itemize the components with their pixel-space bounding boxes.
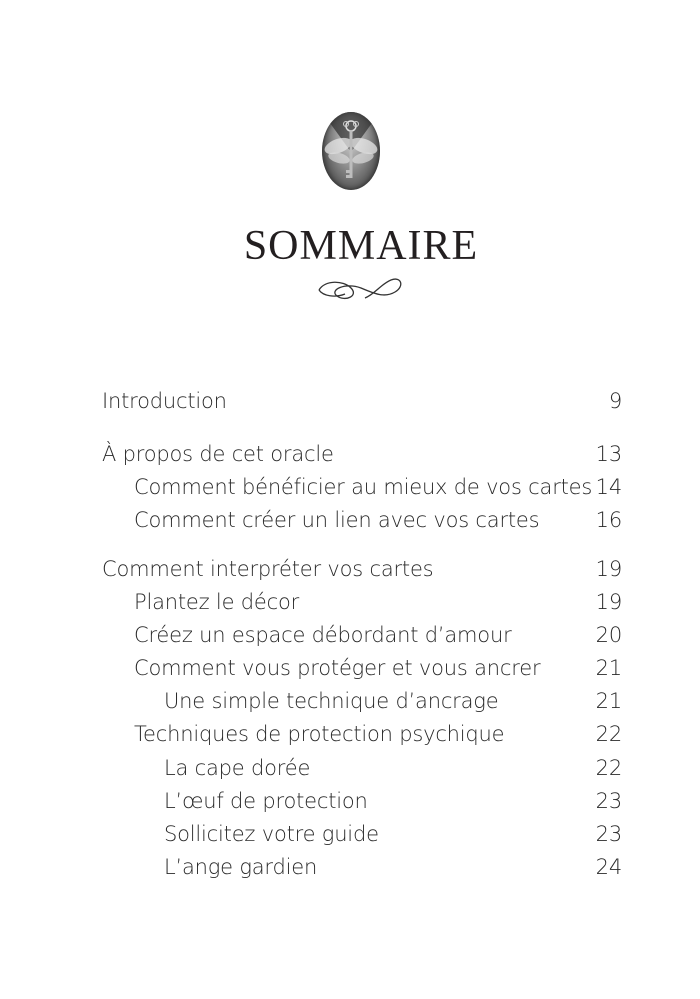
toc-entry[interactable]: [102, 717, 622, 751]
page-title: SOMMAIRE: [243, 223, 479, 269]
toc-entry-label: Comment interpréter vos cartes: [102, 557, 434, 581]
toc-entry[interactable]: [102, 850, 622, 884]
toc-entry-page: 23: [595, 789, 622, 813]
toc-entry-page: 24: [595, 855, 622, 879]
toc-entry-page: 22: [595, 756, 622, 780]
toc-entry-page: 21: [595, 656, 622, 680]
toc-entry-page: 9: [608, 389, 622, 413]
toc-entry[interactable]: [102, 470, 622, 504]
toc-entry-page: 22: [595, 722, 622, 746]
toc-entry[interactable]: [102, 684, 622, 718]
toc-entry-page: 13: [595, 442, 622, 466]
flourish-divider-icon: [315, 274, 407, 309]
toc-entry-page: 20: [595, 623, 622, 647]
toc-entry-label: Comment bénéficier au mieux de vos cartes: [134, 475, 593, 499]
dragonfly-key-medallion-icon: [322, 112, 380, 190]
toc-entry-label: L’ange gardien: [164, 855, 318, 879]
toc-entry-label: Introduction: [102, 389, 227, 413]
toc-entry-label: Comment créer un lien avec vos cartes: [134, 508, 540, 532]
toc-entry[interactable]: [102, 817, 622, 851]
toc-entry-page: 16: [595, 508, 622, 532]
toc-entry[interactable]: [102, 384, 622, 418]
toc-entry[interactable]: [102, 751, 622, 785]
toc-entry-label: La cape dorée: [164, 756, 311, 780]
toc-entry[interactable]: [102, 784, 622, 818]
toc-entry-page: 14: [595, 475, 622, 499]
toc-entry-label: Sollicitez votre guide: [164, 822, 379, 846]
toc-entry[interactable]: [102, 437, 622, 471]
toc-entry-label: Techniques de protection psychique: [134, 722, 505, 746]
toc-entry-label: À propos de cet oracle: [102, 442, 334, 466]
toc-entry-page: 19: [595, 590, 622, 614]
toc-entry[interactable]: [102, 618, 622, 652]
toc-entry-label: Une simple technique d’ancrage: [164, 689, 499, 713]
toc-entry-page: 23: [595, 822, 622, 846]
toc-entry[interactable]: [102, 585, 622, 619]
toc-entry-label: Créez un espace débordant d’amour: [134, 623, 512, 647]
toc-entry-label: Plantez le décor: [134, 590, 300, 614]
toc-entry-label: Comment vous protéger et vous ancrer: [134, 656, 541, 680]
toc-entry[interactable]: [102, 651, 622, 685]
toc-entry-page: 21: [595, 689, 622, 713]
toc-entry-label: L’œuf de protection: [164, 789, 368, 813]
toc-entry[interactable]: [102, 552, 622, 586]
toc-entry-page: 19: [595, 557, 622, 581]
toc-entry[interactable]: [102, 503, 622, 537]
